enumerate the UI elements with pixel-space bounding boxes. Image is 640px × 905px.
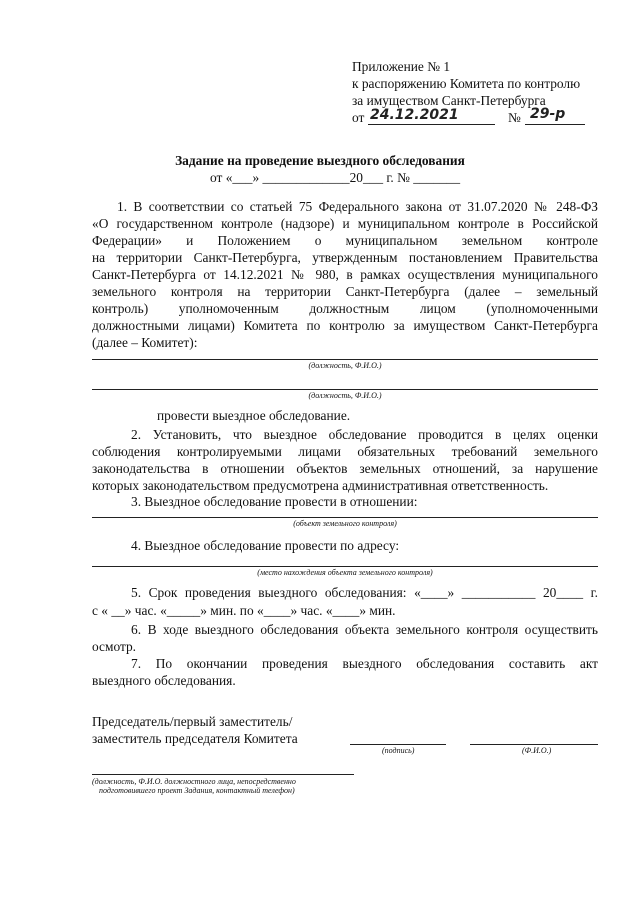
- appendix-line-1: Приложение № 1: [352, 59, 451, 74]
- paragraph-1-line: 1. В соответствии со статьей 75 Федерального закона от 31.07.2020 № 248-ФЗ: [117, 199, 598, 214]
- paragraph-1-line: «О государственном контроле (надзоре) и муниципальном контроле в Российской: [92, 216, 598, 231]
- paragraph-2-line: законодательства в отношении объектов земельных отношений, за нарушение: [92, 461, 598, 476]
- paragraph-5-line: с « __» час. «_____» мин. по «____» час. «____» мин.: [92, 603, 396, 618]
- paragraph-6-line: осмотр.: [92, 639, 137, 654]
- signatory-line-2: заместитель председателя Комитета: [92, 731, 298, 746]
- fio-fill-line: [470, 744, 598, 745]
- paragraph-1-line: Санкт-Петербурга от 14.12.2021 № 980, в рамках осуществления муниципального: [92, 267, 598, 282]
- document-title: Задание на проведение выездного обследования: [175, 153, 465, 168]
- official-2-caption: (должность, Ф.И.О.): [308, 391, 382, 400]
- footer-caption-line-2: подготовившего проект Задания, контактный телефон): [99, 786, 295, 795]
- appendix-line-2: к распоряжению Комитета по контролю: [352, 76, 581, 91]
- paragraph-1-line: (далее – Комитет):: [92, 335, 198, 350]
- appendix-number-prefix: №: [508, 110, 521, 125]
- paragraph-7-line: 7. По окончании проведения выездного обследования составить акт: [131, 656, 598, 671]
- signatory-line-1: Председатель/первый заместитель/: [92, 714, 293, 729]
- appendix-number-handwritten: 29-р: [530, 106, 566, 122]
- footer-fill-line: [92, 774, 354, 775]
- paragraph-5-line: 5. Срок проведения выездного обследования: «____» ___________ 20____ г.: [131, 585, 598, 600]
- official-2-fill-line: [92, 389, 598, 390]
- paragraph-1-line: Федерации» и Положением о муниципальном земельном контроле: [92, 233, 598, 248]
- title-date-line: от «___» _____________20___ г. № _______: [210, 170, 461, 185]
- appendix-number-underline: [525, 124, 585, 125]
- conduct-inspection-text: провести выездное обследование.: [157, 408, 351, 423]
- appendix-date-underline: [368, 124, 495, 125]
- signature-caption: (подпись): [382, 746, 415, 755]
- address-caption: (место нахождения объекта земельного контроля): [257, 568, 433, 577]
- object-caption: (объект земельного контроля): [293, 519, 397, 528]
- paragraph-1-line: должностными лицами) Комитета по контролю за имуществом Санкт-Петербурга: [92, 318, 598, 333]
- paragraph-6-line: 6. В ходе выездного обследования объекта земельного контроля осуществить: [131, 622, 598, 637]
- footer-caption-line-1: (должность, Ф.И.О. должностного лица, непосредственно: [92, 777, 296, 786]
- paragraph-3: 3. Выездное обследование провести в отношении:: [131, 494, 418, 509]
- signature-fill-line: [350, 744, 446, 745]
- paragraph-2-line: 2. Установить, что выездное обследование проводится в целях оценки: [131, 427, 598, 442]
- paragraph-1-line: на территории Санкт-Петербурга, утвержденным постановлением Правительства: [92, 250, 598, 265]
- appendix-date-handwritten: 24.12.2021: [370, 107, 459, 123]
- paragraph-2-line: которых законодательством предусмотрена административная ответственность.: [92, 478, 549, 493]
- paragraph-4: 4. Выездное обследование провести по адресу:: [131, 538, 400, 553]
- official-1-fill-line: [92, 359, 598, 360]
- object-fill-line: [92, 517, 598, 518]
- paragraph-1-line: земельного контроля на территории Санкт-Петербурга (далее – земельный: [92, 284, 598, 299]
- official-1-caption: (должность, Ф.И.О.): [308, 361, 382, 370]
- fio-caption: (Ф.И.О.): [522, 746, 552, 755]
- appendix-line-3: за имуществом Санкт-Петербурга: [352, 93, 546, 108]
- appendix-date-prefix: от: [352, 110, 365, 125]
- paragraph-7-line: выездного обследования.: [92, 673, 236, 688]
- address-fill-line: [92, 566, 598, 567]
- paragraph-2-line: соблюдения контролируемыми лицами обязательных требований земельного: [92, 444, 598, 459]
- paragraph-1-line: контроль) уполномоченным должностным лицом (уполномоченными: [92, 301, 598, 316]
